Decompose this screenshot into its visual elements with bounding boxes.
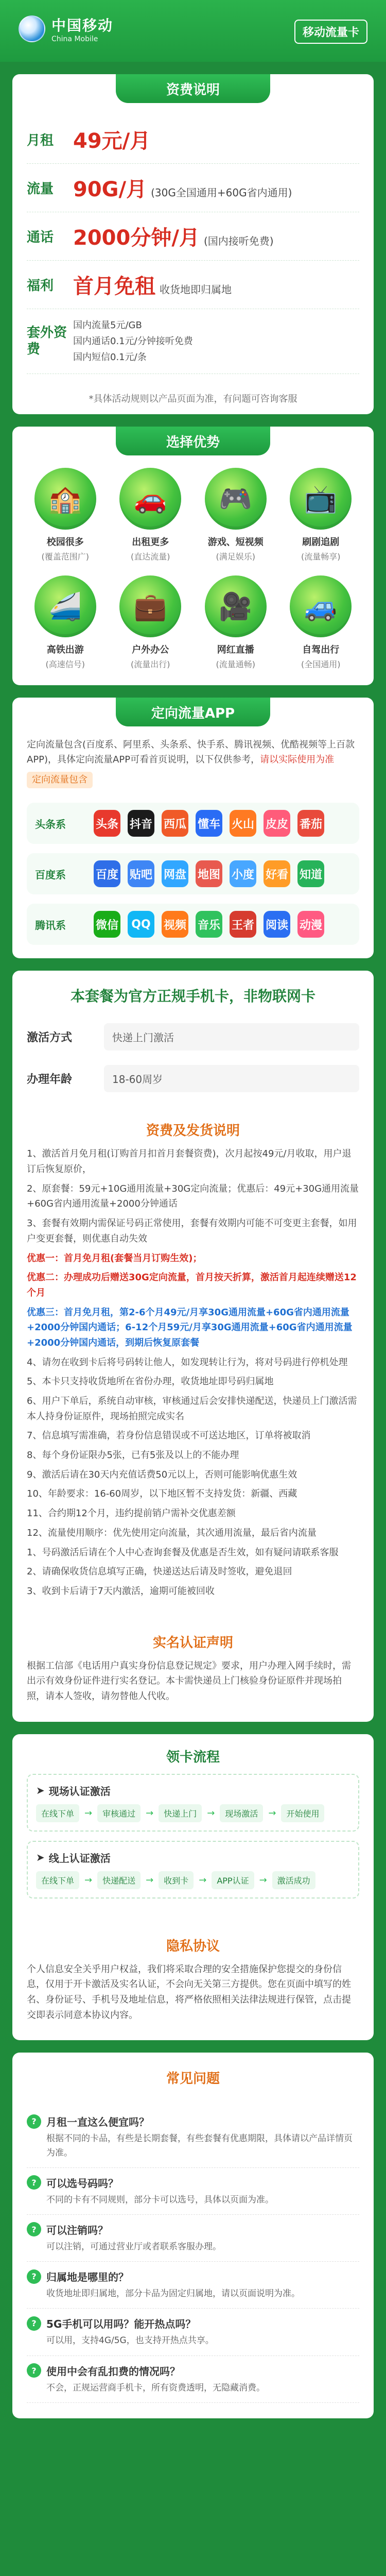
faq-item[interactable] (27, 2309, 359, 2355)
apps-intro (12, 726, 374, 793)
benefit-item (27, 575, 104, 670)
faq-item[interactable] (27, 2215, 359, 2262)
flow-step: 审核通过 (97, 1804, 141, 1822)
rule-paragraph: 6、用户下单后，系统自动审核，审核通过后会安排快递配送，快递员上门激活需本人持身份证原件，现场拍照完成实名 (27, 1396, 357, 1422)
benefit-name: 户外办公 (132, 645, 169, 655)
benefits-grid (12, 455, 374, 685)
app-icons (94, 911, 324, 938)
faq-question-text: 使用中会有乱扣费的情况吗？ (46, 2365, 180, 2378)
flow-title (36, 1850, 350, 1865)
benefit-item (197, 575, 274, 670)
faq-question-text: 5G手机可以用吗？能开热点吗？ (46, 2318, 196, 2331)
app-icons (94, 860, 324, 887)
app-icon: 视频 (162, 911, 188, 938)
rule-paragraph: 11、合约期12个月，违约提前销户需补交优惠差额 (27, 1508, 236, 1519)
faq-answer: 可以注销，可通过营业厅或者联系客服办理。 (46, 2241, 221, 2252)
package-row-value: 90G/月 (73, 178, 147, 201)
flag-icon: ➤ (36, 1784, 45, 1797)
faq-answer: 可以用，支持4G/5G，也支持开热点共享。 (46, 2335, 214, 2346)
hero-banner (0, 0, 386, 62)
campus-icon: 🏫 (34, 468, 96, 530)
package-ribbon: 资费说明 (116, 74, 270, 103)
package-card (12, 74, 374, 414)
app-icon: 知道 (297, 860, 324, 887)
flow-title-text: 线上认证激活 (48, 1852, 111, 1865)
benefit-item (27, 468, 104, 562)
product-section (0, 958, 386, 1721)
app-strip (27, 853, 359, 894)
info-row-age (12, 1058, 374, 1105)
app-icon: 贴吧 (128, 860, 154, 887)
faq-item[interactable] (27, 2107, 359, 2167)
app-icon: QQ (128, 911, 154, 938)
faq-question[interactable] (27, 2316, 359, 2331)
hero-tag: 移动流量卡 (294, 20, 367, 44)
package-row-label: 月租 (27, 133, 54, 148)
faq-answer: 收货地址即归属地，部分卡品为固定归属地，请以页面说明为准。 (46, 2289, 300, 2299)
rule-paragraph: 优惠一：首月免月租(套餐当月订购生效)； (27, 1252, 202, 1264)
benefit-name: 出租更多 (132, 537, 169, 548)
app-icon: 番茄 (297, 810, 324, 837)
flow-step: 快递上门 (159, 1804, 202, 1822)
extra-line: 国内通话0.1元/分钟接听免费 (73, 336, 193, 347)
flag-icon: ➤ (36, 1851, 45, 1864)
app-icon: 好看 (264, 860, 290, 887)
package-row-extra (27, 309, 359, 374)
rule-paragraph: 8、每个身份证限办5张，已有5张及以上的不能办理 (27, 1450, 239, 1461)
benefit-sub: (流量畅享) (301, 552, 341, 562)
package-row-value-wrap (73, 125, 150, 154)
app-icon: 西瓜 (162, 810, 188, 837)
package-extra-lines (73, 318, 193, 364)
benefit-name: 校园很多 (46, 537, 84, 548)
package-row-value: 49元/月 (73, 129, 151, 153)
app-icon: 微信 (94, 911, 120, 938)
briefcase-icon: 💼 (119, 575, 181, 637)
tv-icon: 📺 (290, 468, 352, 530)
flow-step: 快递配送 (97, 1871, 141, 1889)
app-icon: 动漫 (297, 911, 324, 938)
flow-step: 现场激活 (220, 1804, 263, 1822)
app-icon: 阅读 (264, 911, 290, 938)
question-icon: ? (27, 2363, 41, 2378)
faq-answer: 根据不同的卡品，有些是长期套餐，有些套餐有优惠期限，具体请以产品详情页为准。 (46, 2133, 353, 2158)
arrow-right-icon: → (268, 1807, 276, 1819)
arrow-right-icon: → (84, 1807, 93, 1819)
app-icon: 小度 (230, 860, 256, 887)
package-rows (12, 103, 374, 384)
app-icon: 地图 (196, 860, 222, 887)
benefit-sub: (满足娱乐) (216, 552, 255, 562)
rule-paragraph: 5、本卡只支持收货地所在省份办理，收货地址即号码归属地 (27, 1376, 274, 1387)
faq-section (0, 2040, 386, 2418)
rule-paragraph: 4、请勿在收到卡后将号码转让他人，如发现转让行为，将对号码进行停机处理 (27, 1357, 348, 1368)
info-label: 激活方式 (27, 1031, 73, 1045)
process-card (12, 1734, 374, 2041)
app-icon: 网盘 (162, 860, 188, 887)
privacy-title: 隐私协议 (166, 1938, 220, 1954)
faq-question-text: 归属地是哪里的？ (46, 2271, 129, 2284)
faq-question[interactable] (27, 2114, 359, 2129)
app-strip (27, 803, 359, 844)
info-value: 18-60周岁 (104, 1065, 359, 1092)
faq-item[interactable] (27, 2356, 359, 2403)
package-row-label: 流量 (27, 181, 54, 197)
arrow-right-icon: → (146, 1807, 154, 1819)
package-row-value: 首月免租 (73, 275, 155, 298)
faq-card (12, 2053, 374, 2418)
question-icon: ? (27, 2269, 41, 2284)
gamepad-icon: 🎮 (205, 468, 267, 530)
benefit-name: 刷剧追剧 (302, 537, 340, 548)
extra-line: 国内流量5元/GB (73, 320, 142, 331)
question-icon: ? (27, 2175, 41, 2190)
package-row-label: 通话 (27, 230, 54, 245)
flow-onsite (27, 1774, 359, 1832)
package-row-voice (27, 212, 359, 261)
rule-paragraph: 优惠三：首月免月租，第2-6个月49元/月享30G通用流量+60G省内通用流量+2000分钟国内通话；6-12个月59元/月享30G通用流量+60G省内通用流量+2000分钟国内通话，到期后恢复原套餐 (27, 1307, 353, 1348)
info-label: 办理年龄 (27, 1073, 73, 1087)
brand-name-en: China Mobile (51, 35, 98, 43)
apps-card (12, 698, 374, 958)
privacy-body (12, 1962, 374, 2041)
benefits-section (0, 414, 386, 685)
package-row-note: (30G全国通用+60G省内通用) (151, 187, 292, 199)
product-title: 本套餐为官方正规手机卡，非物联网卡 (70, 988, 315, 1005)
benefit-name: 网红直播 (217, 645, 254, 655)
app-icon: 皮皮 (264, 810, 290, 837)
apps-ribbon: 定向流量APP (116, 698, 270, 726)
app-icon: 音乐 (196, 911, 222, 938)
rule-paragraph: 1、号码激活后请在个人中心查询套餐及优惠是否生效，如有疑问请联系客服 (27, 1547, 339, 1558)
arrow-right-icon: → (207, 1807, 215, 1819)
taxi-icon: 🚗 (119, 468, 181, 530)
app-strip-label: 腾讯系 (35, 919, 66, 931)
package-row-value: 2000分钟/月 (73, 226, 200, 250)
rules-body (12, 1146, 374, 1616)
rule-paragraph: 3、收到卡后请于7天内激活，逾期可能被回收 (27, 1585, 215, 1597)
flow-step: 开始使用 (281, 1804, 324, 1822)
flow-step: 在线下单 (36, 1871, 79, 1889)
package-row-value-wrap (73, 222, 274, 251)
process-title: 领卡流程 (166, 1749, 220, 1765)
flow-step: 在线下单 (36, 1804, 79, 1822)
privacy-paragraph: 个人信息安全关乎用户权益，我们将采取合理的安全措施保护您提交的身份信息，仅用于开卡激活及实名认证，不会向无关第三方提供。您在页面中填写的姓名、身份证号、手机号及地址信息，将严格依照相关法律法规进行保管，点击提交即表示同意本协议内容。 (27, 1963, 351, 2021)
app-icons (94, 810, 324, 837)
benefit-sub: (全国通用) (301, 659, 341, 669)
benefit-sub: (流量通畅) (216, 659, 255, 669)
package-row-label: 套外资费 (27, 325, 67, 357)
benefit-name: 游戏、短视频 (207, 537, 264, 548)
package-section (0, 62, 386, 414)
package-foot-note: *具体活动规则以产品页面为准，有问题可咨询客服 (89, 394, 297, 404)
app-strip (27, 904, 359, 945)
info-value: 快递上门激活 (104, 1023, 359, 1050)
flow-steps (36, 1871, 350, 1889)
faq-item[interactable] (27, 2262, 359, 2309)
question-icon: ? (27, 2316, 41, 2331)
package-row-data (27, 164, 359, 212)
arrow-right-icon: → (199, 1874, 207, 1886)
app-icon: 懂车 (196, 810, 222, 837)
faq-question-text: 可以选号码吗？ (46, 2177, 118, 2190)
faq-answer: 不同的卡有不同规则，部分卡可以选号，具体以页面为准。 (46, 2194, 274, 2205)
arrow-right-icon: → (259, 1874, 267, 1886)
flow-step: 收到卡 (159, 1871, 194, 1889)
benefit-item (197, 468, 274, 562)
app-icon: 百度 (94, 860, 120, 887)
rule-paragraph: 优惠二：办理成功后赠送30G定向流量，首月按天折算，激活首月起连续赠送12个月 (27, 1272, 357, 1298)
faq-answer: 不会，正规运营商手机卡，所有资费透明，无隐藏消费。 (46, 2382, 265, 2393)
rule-paragraph: 2、请确保收货信息填写正确，快递送达后请及时签收，避免退回 (27, 1566, 292, 1578)
rule-paragraph: 10、年龄要求：16-60周岁，以下地区暂不支持发货：新疆、西藏 (27, 1488, 297, 1500)
flow-title-text: 现场认证激活 (48, 1785, 111, 1798)
page-bottom-spacer (0, 2418, 386, 2439)
flow-step: APP认证 (212, 1871, 254, 1889)
faq-question[interactable] (27, 2363, 359, 2378)
arrow-right-icon: → (146, 1874, 154, 1886)
flow-step: 激活成功 (272, 1871, 315, 1889)
benefit-sub: (流量出行) (131, 659, 170, 669)
package-row-rent (27, 115, 359, 164)
apps-intro-highlight: 请以实际使用为准 (260, 754, 335, 765)
rule-paragraph: 1、激活首月免月租(订购首月扣首月套餐资费)，次月起按49元/月收取，用户退订后恢复原价， (27, 1148, 352, 1175)
benefits-card (12, 427, 374, 685)
flow-steps (36, 1804, 350, 1822)
process-block (12, 1734, 374, 1920)
extra-line: 国内短信0.1元/条 (73, 352, 147, 363)
benefit-sub: (高速信号) (45, 659, 85, 669)
question-icon: ? (27, 2114, 41, 2129)
brand-logo (19, 14, 113, 43)
realname-paragraph: 根据工信部《电话用户真实身份信息登记规定》要求，用户办理入网手续时，需出示有效身份证件进行实名登记。本卡需快递员上门核验身份证原件并现场拍照，请本人签收，请勿替他人代收。 (27, 1660, 351, 1702)
package-row-note: 收货地即归属地 (160, 283, 232, 296)
realname-title: 实名认证声明 (152, 1635, 233, 1651)
faq-question[interactable] (27, 2175, 359, 2190)
faq-item[interactable] (27, 2168, 359, 2215)
arrow-right-icon: → (84, 1874, 93, 1886)
benefit-item (283, 468, 360, 562)
process-section (0, 1722, 386, 2041)
realname-body (12, 1658, 374, 1722)
rule-paragraph: 12、流量使用顺序：优先使用定向流量，其次通用流量，最后省内流量 (27, 1527, 317, 1538)
apps-section (0, 685, 386, 958)
benefits-ribbon: 选择优势 (116, 427, 270, 455)
product-card (12, 971, 374, 1721)
faq-list (12, 2094, 374, 2418)
benefit-sub: (覆盖范围广) (41, 552, 89, 562)
faq-question[interactable] (27, 2222, 359, 2237)
benefit-item (112, 468, 189, 562)
package-row-note: (国内接听免费) (203, 235, 274, 247)
train-icon: 🚄 (34, 575, 96, 637)
faq-question[interactable] (27, 2269, 359, 2284)
rule-paragraph: 9、激活后请在30天内充值话费50元以上，否则可能影响优惠生效 (27, 1469, 297, 1480)
car-icon: 🚙 (290, 575, 352, 637)
benefit-name: 自驾出行 (302, 645, 340, 655)
flow-title (36, 1783, 350, 1798)
rule-paragraph: 3、套餐有效期内需保证号码正常使用，套餐有效期内可能不可变更主套餐，如用户变更套餐，则优惠自动失效 (27, 1218, 357, 1244)
benefit-item (112, 575, 189, 670)
benefit-item (283, 575, 360, 670)
china-mobile-logo-icon (19, 15, 45, 42)
faq-question-text: 可以注销吗？ (46, 2224, 108, 2236)
question-icon: ? (27, 2222, 41, 2236)
faq-question-text: 月租一直这么便宜吗？ (46, 2116, 149, 2129)
benefit-name: 高铁出游 (46, 645, 84, 655)
brand-name-cn: 中国移动 (51, 17, 114, 34)
app-icon: 王者 (230, 911, 256, 938)
package-row-value-wrap (73, 270, 232, 299)
faq-title: 常见问题 (166, 2071, 220, 2087)
rule-paragraph: 2、原套餐：59元+10G通用流量+30G定向流量；优惠后：49元+30G通用流量+60G省内通用流量+2000分钟通话 (27, 1183, 359, 1210)
rules-title: 资费及发货说明 (146, 1123, 240, 1139)
app-icon: 头条 (94, 810, 120, 837)
app-icon: 抖音 (128, 810, 154, 837)
rule-paragraph: 7、信息填写需准确，若身份信息错误或不可送达地区，订单将被取消 (27, 1430, 311, 1442)
package-row-benefit (27, 261, 359, 309)
info-row-activation (12, 1016, 374, 1058)
package-row-label: 福利 (27, 278, 54, 294)
apps-tag: 定向流量包含 (27, 772, 93, 789)
benefit-sub: (直达流量) (131, 552, 170, 562)
flow-online (27, 1841, 359, 1899)
app-strip-label: 头条系 (35, 818, 66, 831)
app-strip-label: 百度系 (35, 868, 66, 881)
apps-intro-text: 定向流量包含(百度系、阿里系、头条系、快手系、腾讯视频、优酷视频等上百款APP)，具体定向流量APP可看首页说明，以下仅供参考， (27, 739, 355, 765)
app-icon: 火山 (230, 810, 256, 837)
package-row-value-wrap (73, 173, 292, 202)
camera-icon: 🎥 (205, 575, 267, 637)
